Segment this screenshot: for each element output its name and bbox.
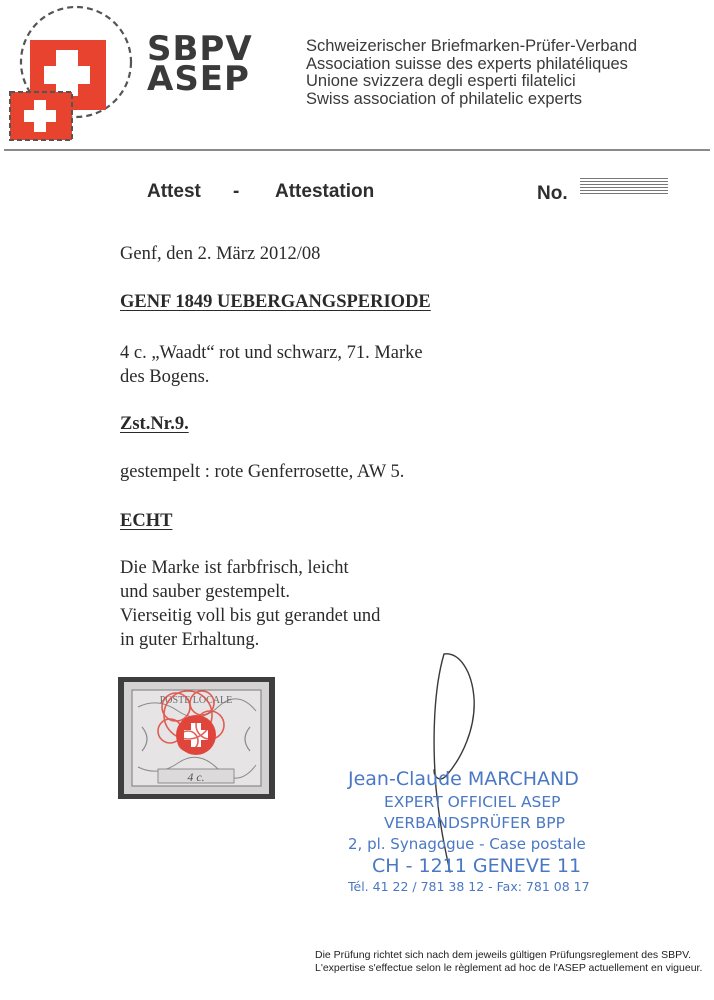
condition-line: und sauber gestempelt. [120,582,291,602]
stamp-description [120,341,423,389]
verdict: ECHT [120,511,173,531]
condition-line: Vierseitig voll bis gut gerandet und [120,606,381,626]
stamp-value-text: 4 c. [187,770,205,784]
stamp-illustration [118,677,275,799]
association-en: Swiss association of philatelic experts [306,89,583,108]
title-attest: Attest [147,181,201,202]
footer-line-de: Die Prüfung richtet sich nach dem jeweils gültigen Prüfungsreglement des SBPV. [315,949,692,961]
sbpv-logo [4,2,144,144]
expert-city: CH - 1211 GENEVE 11 [372,855,582,877]
place-date: Genf, den 2. März 2012/08 [120,244,321,264]
description-line: des Bogens. [120,367,210,387]
association-fr: Association suisse des experts philatéliques [306,54,628,73]
footer-note [315,949,702,974]
catalogue-number: Zst.Nr.9. [120,414,189,434]
stamp-photo [118,677,275,799]
expert-name: Jean-Claude MARCHAND [348,768,579,790]
condition-text [120,556,380,652]
expert-phone-fax: Tél. 41 22 / 781 38 12 - Fax: 781 08 17 [348,879,590,894]
number-label: No. [537,183,568,204]
association-it: Unione svizzera degli esperti filatelici [306,72,576,90]
issue-heading: GENF 1849 UEBERGANGSPERIODE [120,292,431,312]
header-divider [4,149,710,151]
condition-line: Die Marke ist farbfrisch, leicht [120,558,349,578]
stamp-top-text: POSTE LOCALE [159,695,233,706]
association-de: Schweizerischer Briefmarken-Prüfer-Verband [306,37,638,55]
brand-asep: ASEP [147,59,250,99]
footer-line-fr: L'expertise s'effectue selon le règlement ad hoc de l'ASEP actuellement en vigueur. [315,961,703,974]
condition-line: in guter Erhaltung. [120,630,260,650]
brand-name [147,29,287,99]
title-dash: - [233,181,240,202]
cancellation-note: gestempelt : rote Genferrosette, AW 5. [120,462,405,482]
association-names [306,38,637,108]
expert-address: 2, pl. Synagogue - Case postale [348,835,586,853]
description-line: 4 c. „Waadt“ rot und schwarz, 71. Marke [120,343,423,363]
title-attestation: Attestation [275,181,375,202]
stamp-perforation-logo-icon [4,2,144,144]
expert-title-asep: EXPERT OFFICIEL ASEP [384,793,561,811]
certificate-number-field [580,178,668,200]
expert-title-bpp: VERBANDSPRÜFER BPP [384,814,565,832]
brand-sbpv: SBPV [147,29,253,69]
